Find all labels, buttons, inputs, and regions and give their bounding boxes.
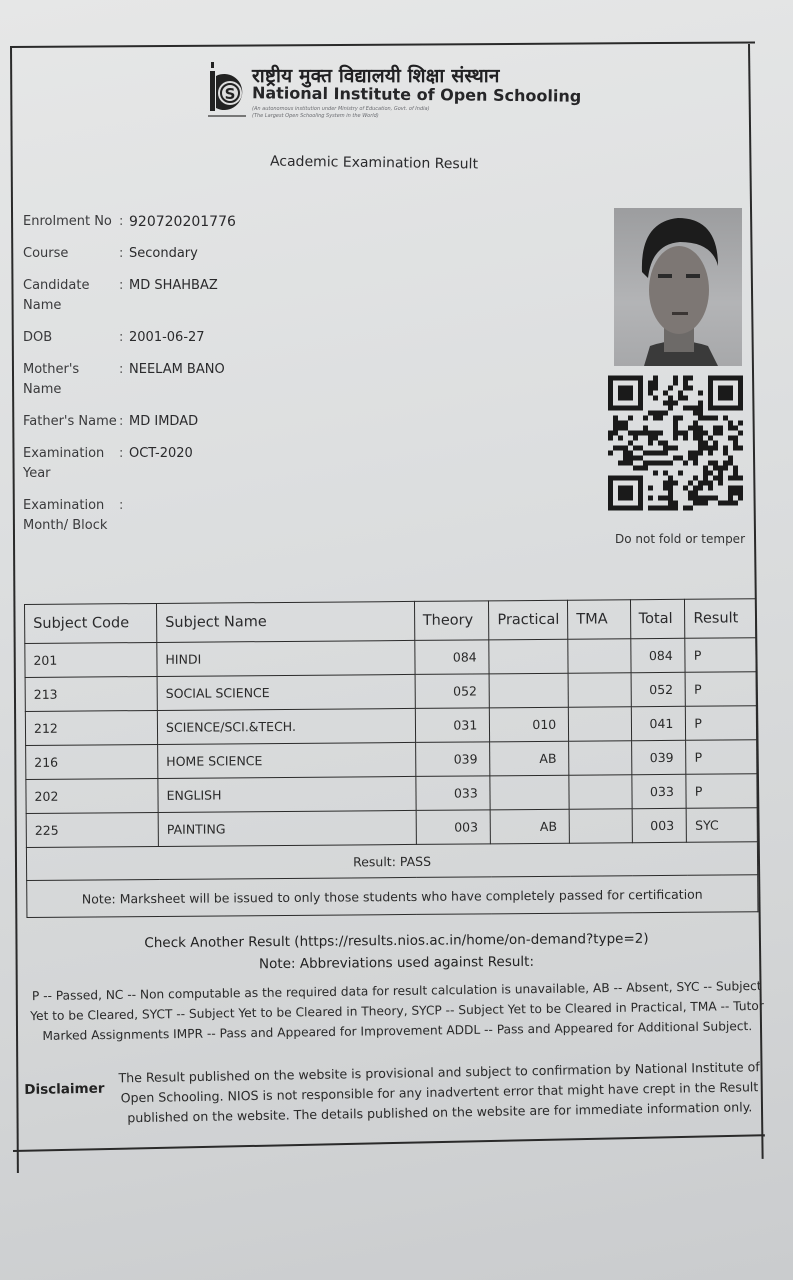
- column-header-theory: Theory: [414, 601, 489, 641]
- theory-marks: 031: [415, 708, 490, 743]
- theory-marks: 039: [415, 742, 490, 777]
- field-label: Mother's Name: [23, 362, 80, 397]
- field-separator: :: [119, 446, 124, 461]
- table-row: [25, 638, 756, 678]
- field-label: Examination Month/ Block: [23, 498, 108, 533]
- field-father-name: [23, 412, 353, 432]
- institute-name-english: National Institute of Open Schooling: [251, 83, 582, 106]
- disclaimer-text: The Result published on the website is provisional and subject to confirmation by National Institute of Open Schooling. NIOS is not responsible for any inadvertent error that might have crept in the Result published on the website. The details published on the website are for immediate information only.: [118, 1059, 760, 1126]
- column-header-result: Result: [685, 599, 756, 639]
- result-status: P: [686, 740, 757, 775]
- total-marks: 003: [632, 808, 687, 842]
- theory-marks: 033: [416, 776, 491, 811]
- field-label: DOB: [23, 330, 53, 345]
- tma-marks: [569, 809, 632, 843]
- subject-code: 212: [25, 710, 157, 745]
- total-marks: 084: [630, 638, 685, 672]
- result-status: P: [686, 706, 757, 741]
- field-value: OCT-2020: [129, 446, 193, 461]
- results-table-wrapper: [24, 598, 762, 918]
- field-separator: :: [119, 362, 124, 377]
- tma-marks: [569, 707, 632, 741]
- field-mother-name: [23, 360, 353, 400]
- total-marks: 033: [631, 774, 686, 808]
- result-status: P: [685, 672, 756, 707]
- theory-marks: 084: [414, 640, 489, 675]
- total-marks: 052: [631, 672, 686, 706]
- marksheet-note-row: [27, 875, 758, 918]
- table-row: [26, 740, 757, 780]
- field-separator: :: [119, 414, 124, 429]
- results-table: [24, 598, 758, 918]
- table-row: [25, 672, 756, 712]
- marksheet-note: Note: Marksheet will be issued to only those students who have completely passed for certification: [27, 875, 758, 918]
- field-value: NEELAM BANO: [129, 362, 225, 377]
- subject-code: 201: [25, 642, 157, 677]
- tma-marks: [569, 775, 632, 809]
- practical-marks: AB: [490, 741, 569, 776]
- candidate-details: [23, 212, 353, 548]
- table-row: [26, 774, 757, 814]
- candidate-photo: [614, 208, 742, 366]
- field-course: [23, 244, 353, 264]
- table-row: [25, 706, 756, 746]
- subject-code: 216: [26, 744, 158, 779]
- practical-marks: 010: [490, 707, 569, 742]
- subject-name: SOCIAL SCIENCE: [157, 674, 415, 710]
- field-separator: :: [119, 330, 124, 345]
- document-title: Academic Examination Result: [269, 153, 479, 173]
- abbreviations-text: P -- Passed, NC -- Non computable as the required data for result calculation is unavailable, AB -- Absent, SYC -- Subject Yet to be Cleared, SYCT -- Subject Yet to be Cleared in Theory, SYCP -- Subject Yet to be Cleared in Practical, TMA -- Tutor Marked Assignments IMPR -- Pass and Appeared for Improvement ADDL -- Pass and Appeared for Additional Subject.: [30, 978, 764, 1043]
- practical-marks: [489, 639, 568, 674]
- svg-text:S: S: [224, 85, 236, 103]
- disclaimer-label: Disclaimer: [24, 1080, 105, 1098]
- subject-name: ENGLISH: [158, 776, 416, 812]
- subject-name: HOME SCIENCE: [158, 742, 416, 778]
- tma-marks: [568, 639, 631, 673]
- practical-marks: AB: [490, 809, 569, 844]
- field-value: MD SHAHBAZ: [129, 278, 218, 293]
- field-separator: :: [119, 278, 124, 293]
- field-value: 920720201776: [129, 214, 236, 230]
- field-separator: :: [119, 498, 124, 513]
- field-separator: :: [119, 214, 124, 229]
- field-exam-year: [23, 444, 353, 484]
- field-enrolment: [23, 212, 353, 232]
- do-not-fold-note: Do not fold or temper: [615, 532, 745, 546]
- theory-marks: 052: [415, 674, 490, 709]
- column-header-practical: Practical: [489, 600, 568, 640]
- field-value: MD IMDAD: [129, 414, 199, 429]
- field-value: Secondary: [129, 246, 198, 261]
- result-status: P: [685, 638, 756, 673]
- field-label: Course: [23, 246, 69, 261]
- table-header-row: [25, 599, 756, 644]
- column-header-subject-name: Subject Name: [157, 601, 415, 642]
- subject-code: 225: [26, 812, 158, 847]
- total-marks: 039: [631, 740, 686, 774]
- field-label: Enrolment No: [23, 214, 112, 229]
- overall-result: Result: PASS: [26, 842, 757, 881]
- practical-marks: [490, 775, 569, 810]
- tma-marks: [569, 741, 632, 775]
- column-header-tma: TMA: [568, 600, 631, 639]
- field-separator: :: [119, 246, 124, 261]
- field-dob: [23, 328, 353, 348]
- result-status: P: [686, 774, 757, 809]
- check-another-result-link[interactable]: Check Another Result (https://results.nios.ac.in/home/on-demand?type=2): [144, 930, 649, 952]
- field-label: Father's Name: [23, 414, 117, 429]
- tma-marks: [568, 673, 631, 707]
- subject-name: PAINTING: [158, 810, 416, 846]
- table-row: [26, 808, 757, 848]
- institute-tagline-1: (An autonomous institution under Ministry of Education, Govt. of India): [252, 106, 430, 112]
- field-value: 2001-06-27: [129, 330, 205, 345]
- total-marks: 041: [631, 706, 686, 740]
- field-label: Examination Year: [23, 446, 105, 481]
- subject-name: SCIENCE/SCI.&TECH.: [157, 708, 415, 744]
- subject-code: 202: [26, 778, 158, 813]
- subject-code: 213: [25, 676, 157, 711]
- field-exam-month-block: [23, 496, 353, 536]
- institute-tagline-2: (The Largest Open Schooling System in the World): [252, 113, 379, 119]
- practical-marks: [489, 673, 568, 708]
- result-status: SYC: [687, 808, 758, 843]
- subject-name: HINDI: [157, 640, 415, 676]
- person-silhouette-icon: [614, 208, 742, 366]
- institute-header: [208, 62, 582, 124]
- field-candidate-name: [23, 276, 353, 316]
- nios-logo-icon: [208, 62, 248, 122]
- theory-marks: 003: [416, 810, 491, 845]
- column-header-total: Total: [630, 599, 685, 638]
- column-header-subject-code: Subject Code: [25, 603, 157, 643]
- qr-code-icon: [608, 375, 743, 511]
- field-label: Candidate Name: [23, 278, 90, 313]
- abbreviations-title: Note: Abbreviations used against Result:: [258, 953, 535, 973]
- institute-name-hindi: राष्ट्रीय मुक्त विद्यालयी शिक्षा संस्थान: [252, 65, 500, 87]
